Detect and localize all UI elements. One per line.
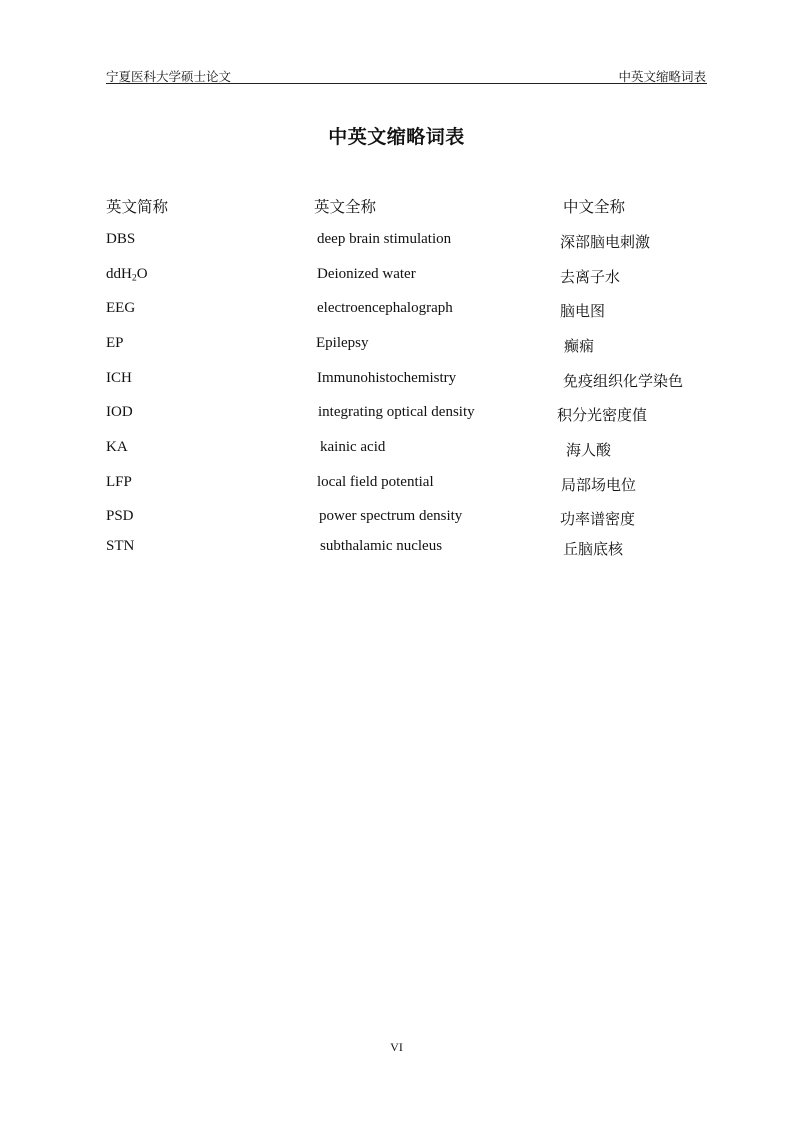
- page-title: 中英文缩略词表: [328, 127, 465, 148]
- full-zh-cell: 癫痫: [564, 339, 595, 355]
- full-en-cell: local field potential: [317, 474, 434, 490]
- full-en-cell: power spectrum density: [319, 508, 463, 524]
- abbr-cell: ICH: [106, 370, 132, 386]
- abbr-main: ddH: [106, 266, 132, 282]
- full-zh-cell: 丘脑底核: [563, 542, 624, 558]
- page-number: VI: [390, 1040, 403, 1054]
- full-zh-cell: 脑电图: [560, 304, 606, 320]
- full-en-cell: Immunohistochemistry: [317, 370, 457, 386]
- full-en-cell: integrating optical density: [318, 404, 475, 420]
- full-en-cell: kainic acid: [320, 439, 386, 455]
- running-header-right: 中英文缩略词表: [618, 70, 706, 84]
- abbr-cell: EEG: [106, 300, 136, 316]
- abbr-cell: STN: [106, 538, 135, 554]
- abbr-cell: LFP: [106, 474, 132, 490]
- abbr-cell: EP: [106, 335, 124, 351]
- full-zh-cell: 海人酸: [566, 443, 612, 459]
- abbr-subscript: 2: [131, 272, 137, 284]
- full-en-cell: electroencephalograph: [317, 300, 453, 316]
- full-zh-cell: 深部脑电刺激: [560, 235, 651, 251]
- abbr-cell: KA: [106, 439, 128, 455]
- full-zh-cell: 局部场电位: [561, 478, 637, 494]
- column-header-full-en: 英文全称: [314, 199, 377, 216]
- full-zh-cell: 积分光密度值: [557, 408, 648, 424]
- full-en-cell: Deionized water: [317, 266, 416, 282]
- full-en-cell: deep brain stimulation: [317, 231, 452, 247]
- abbr-cell: PSD: [106, 508, 134, 524]
- abbr-tail: O: [136, 266, 148, 282]
- header-rule: [106, 83, 707, 84]
- abbr-cell: IOD: [106, 404, 133, 420]
- column-header-abbr: 英文简称: [106, 199, 169, 216]
- full-zh-cell: 免疫组织化学染色: [563, 374, 684, 390]
- full-en-cell: Epilepsy: [316, 335, 369, 351]
- full-zh-cell: 去离子水: [560, 270, 621, 286]
- full-en-cell: subthalamic nucleus: [320, 538, 443, 554]
- running-header-left: 宁夏医科大学硕士论文: [106, 70, 232, 84]
- column-header-full-zh: 中文全称: [563, 199, 626, 216]
- abbr-cell: [106, 266, 148, 283]
- abbr-cell: DBS: [106, 231, 136, 247]
- full-zh-cell: 功率谱密度: [560, 512, 636, 528]
